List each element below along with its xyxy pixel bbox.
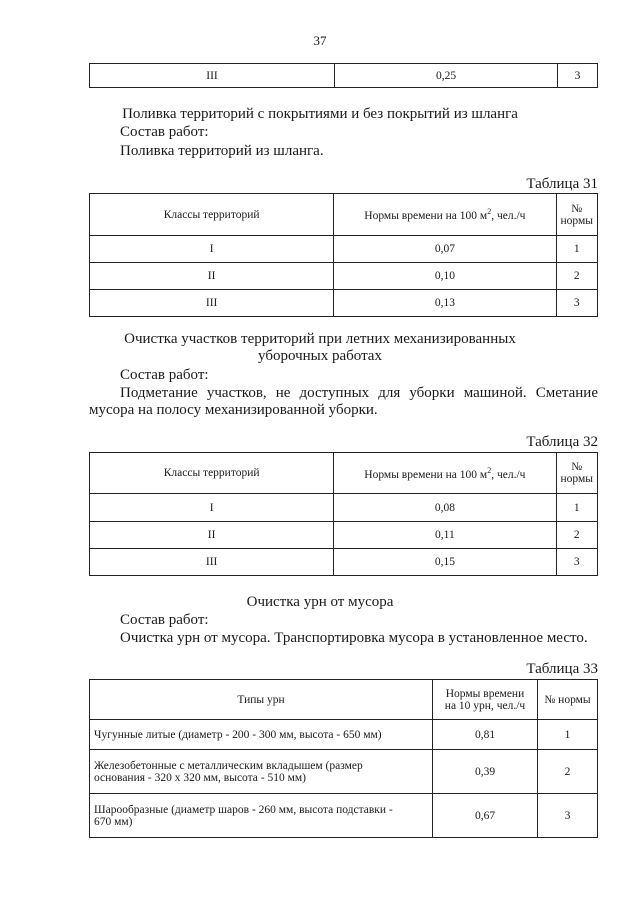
norm-cell: 0,11	[334, 522, 556, 549]
number-cell: 3	[538, 794, 598, 838]
table-row	[90, 236, 598, 263]
number-cell: 1	[538, 720, 598, 750]
section-title-watering: Поливка территорий с покрытиями и без покрытий из шланга	[122, 106, 518, 122]
table-row	[90, 263, 598, 290]
header-norm: Нормы времени на 100 $м^2$, чел./ч	[334, 453, 556, 494]
section-title-urns: Очистка урн от мусора	[246, 594, 394, 610]
type-cell: Железобетонные с металлическим вкладышем (размер основания - 320 x 320 мм, высота - 510 мм)	[90, 750, 433, 794]
table-continuation	[89, 63, 598, 88]
norm-cell: 0,39	[433, 750, 538, 794]
norm-cell: 0,67	[433, 794, 538, 838]
section-title-line: уборочных работах	[258, 348, 382, 364]
norm-cell: 0,81	[433, 720, 538, 750]
work-label: Состав работ:	[120, 124, 209, 140]
type-cell: Шарообразные (диаметр шаров - 260 мм, высота подставки - 670 мм)	[90, 794, 433, 838]
number-cell: 2	[538, 750, 598, 794]
class-cell: II	[90, 522, 334, 549]
table-label: Таблица 32	[526, 434, 598, 450]
table-33	[89, 679, 598, 838]
table-row	[90, 522, 598, 549]
table-row	[90, 720, 598, 750]
class-cell: I	[90, 236, 334, 263]
table-row	[90, 794, 598, 838]
header-number: № нормы	[556, 194, 597, 236]
class-cell: III	[90, 290, 334, 317]
number-cell: 3	[556, 549, 597, 576]
norm-cell: 0,08	[334, 494, 556, 522]
number-cell: 1	[556, 494, 597, 522]
header-norm: Нормы времени на 100 $м^2$, чел./ч	[334, 194, 556, 236]
work-label: Состав работ:	[120, 367, 209, 383]
class-cell: II	[90, 263, 334, 290]
work-label: Состав работ:	[120, 612, 209, 628]
table-header-row	[90, 453, 598, 494]
header-norm: Нормы времени на 10 урн, чел./ч	[433, 680, 538, 720]
number-cell: 3	[558, 64, 598, 88]
page-number: 37	[313, 33, 327, 48]
table-row	[90, 494, 598, 522]
header-number: № нормы	[556, 453, 597, 494]
table-header-row	[90, 194, 598, 236]
class-cell: III	[90, 64, 335, 88]
norm-cell: 0,07	[334, 236, 556, 263]
table-32	[89, 452, 598, 576]
table-row	[90, 750, 598, 794]
work-text: Поливка территорий из шланга.	[120, 143, 324, 159]
header-classes: Классы территорий	[90, 453, 334, 494]
table-label: Таблица 33	[526, 661, 598, 677]
norm-cell: 0,13	[334, 290, 556, 317]
work-text: Очистка урн от мусора. Транспортировка мусора в установленное место.	[120, 630, 588, 646]
class-cell: III	[90, 549, 334, 576]
section-title-cleaning	[0, 331, 640, 365]
table-row	[90, 290, 598, 317]
header-number: № нормы	[538, 680, 598, 720]
number-cell: 2	[556, 263, 597, 290]
class-cell: I	[90, 494, 334, 522]
table-header-row	[90, 680, 598, 720]
header-classes: Классы территорий	[90, 194, 334, 236]
table-label: Таблица 31	[526, 176, 598, 192]
table-row	[90, 64, 598, 88]
number-cell: 2	[556, 522, 597, 549]
table-31	[89, 193, 598, 317]
header-types: Типы урн	[90, 680, 433, 720]
norm-cell: 0,25	[335, 64, 558, 88]
norm-cell: 0,10	[334, 263, 556, 290]
norm-cell: 0,15	[334, 549, 556, 576]
table-row	[90, 549, 598, 576]
type-cell: Чугунные литые (диаметр - 200 - 300 мм, высота - 650 мм)	[90, 720, 433, 750]
section-title-line: Очистка участков территорий при летних механизированных	[124, 331, 516, 347]
number-cell: 1	[556, 236, 597, 263]
work-text: Подметание участков, не доступных для уборки машиной. Сметание мусора на полосу механизированной уборки.	[89, 385, 598, 418]
number-cell: 3	[556, 290, 597, 317]
